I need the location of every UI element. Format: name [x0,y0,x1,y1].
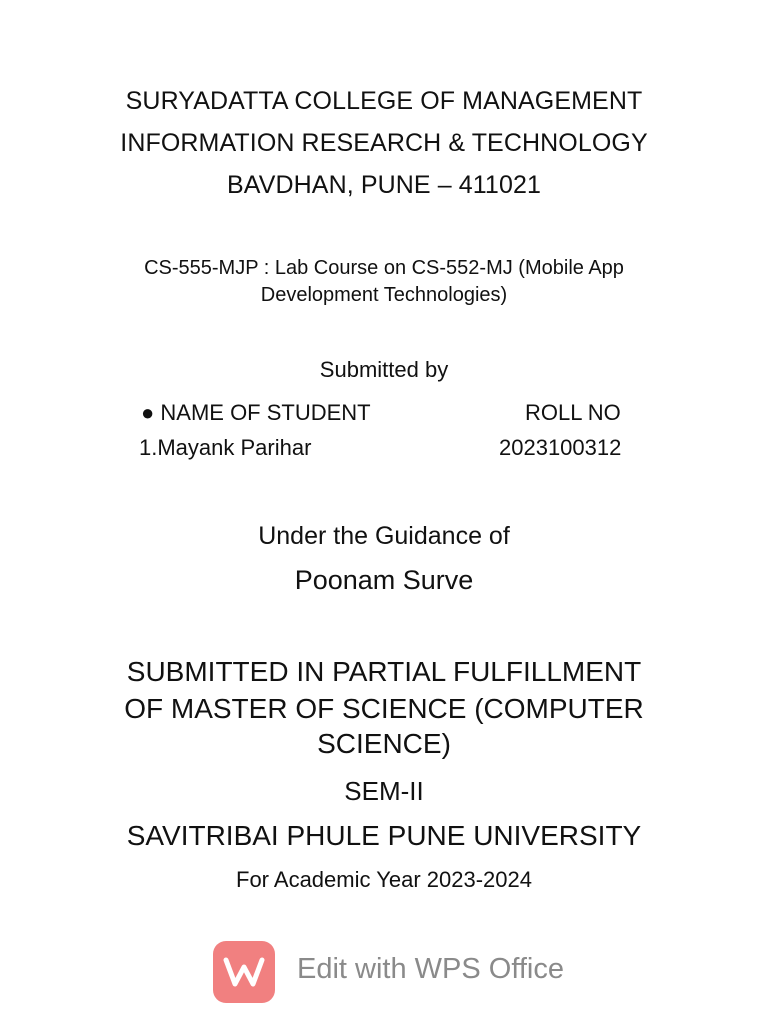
guidance-label: Under the Guidance of [258,522,510,550]
course-title-line-2: Development Technologies) [260,284,508,306]
course-title-line-1: CS-555-MJP : Lab Course on CS-552-MJ (Mobile App [144,257,624,279]
wps-watermark[interactable] [213,941,593,1003]
wps-watermark-text: Edit with WPS Office [297,953,564,985]
fulfillment-line-3: SCIENCE) [317,728,451,759]
fulfillment-line-1: SUBMITTED IN PARTIAL FULFILLMENT [126,656,642,687]
student-name-header: ● NAME OF STUDENT [141,400,371,425]
semester: SEM-II [344,776,424,806]
college-name-line-2: INFORMATION RESEARCH & TECHNOLOGY [120,129,648,157]
submitted-by-label: Submitted by [319,357,449,382]
student-name: 1.Mayank Parihar [139,435,312,460]
academic-year: For Academic Year 2023-2024 [236,867,532,892]
wps-logo-icon [213,941,275,1003]
roll-no-header: ROLL NO [525,400,621,425]
student-roll-no: 2023100312 [499,435,622,460]
fulfillment-line-2: OF MASTER OF SCIENCE (COMPUTER [124,693,644,724]
college-name-line-1: SURYADATTA COLLEGE OF MANAGEMENT [125,87,643,115]
college-address: BAVDHAN, PUNE – 411021 [227,171,541,199]
guide-name: Poonam Surve [294,565,474,595]
university-name: SAVITRIBAI PHULE PUNE UNIVERSITY [126,820,642,851]
